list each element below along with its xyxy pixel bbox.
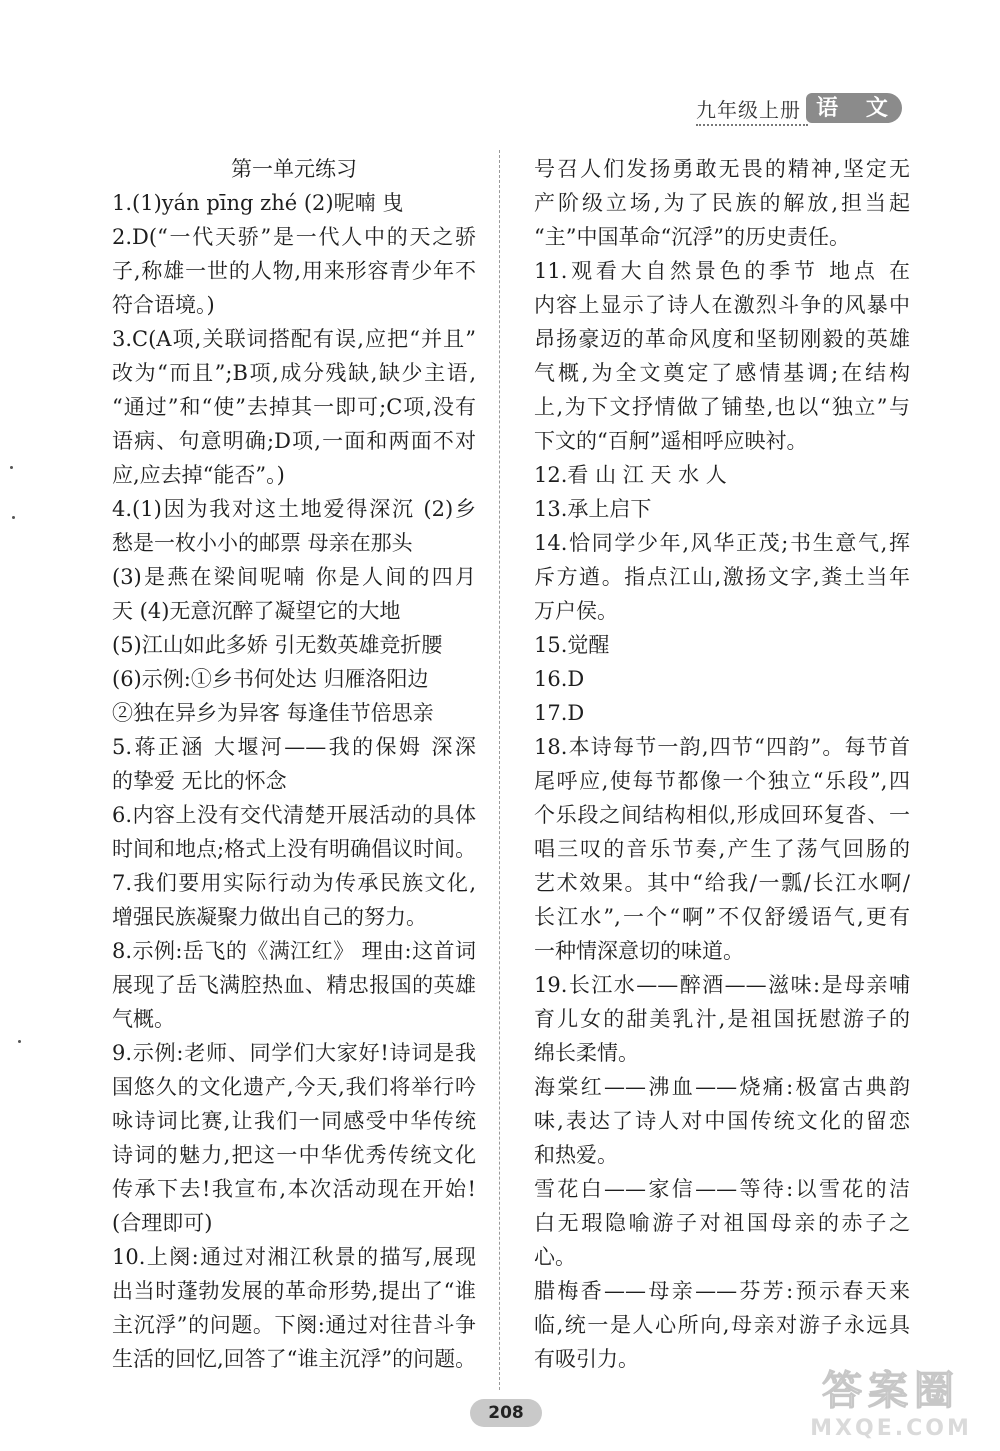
answer-line: 诗词的魅力,把这一中华优秀传统文化: [112, 1143, 476, 1167]
right-column: [534, 152, 910, 1376]
answer-line: 气概,为全文奠定了感情基调;在结构: [534, 361, 910, 385]
answer-line: 2.D(“一代天骄”是一代人中的天之骄: [112, 225, 476, 249]
answer-line: 语病、句意明确;D项,一面和两面不对: [112, 429, 476, 453]
answer-line: 符合语境。): [112, 293, 215, 317]
answer-line: (6)示例:①乡书何处达 归雁洛阳边: [112, 667, 429, 691]
answer-line: 个乐段之间结构相似,形成回环复沓、一: [534, 803, 910, 827]
answer-line: 5.蒋正涵 大堰河——我的保姆 深深: [112, 735, 476, 759]
scan-speck: [18, 1040, 21, 1043]
answer-line: 白无瑕隐喻游子对祖国母亲的赤子之: [534, 1211, 910, 1235]
answer-line: 12.看 山 江 天 水 人: [534, 463, 727, 487]
answer-line: (合理即可): [112, 1211, 213, 1235]
answer-line: “通过”和“使”去掉其一即可;C项,没有: [112, 395, 476, 419]
answer-line: 唱三叹的音乐节奏,产生了荡气回肠的: [534, 837, 910, 861]
answer-line: 1.(1)yán pīng zhé (2)呢喃 曳: [112, 191, 404, 215]
answer-line: 改为“而且”;B项,成分残缺,缺少主语,: [112, 361, 476, 385]
answer-line: 艺术效果。其中“给我/一瓢/长江水啊/: [534, 871, 910, 895]
answer-line: 长江水”,一个“啊”不仅舒缓语气,更有: [534, 905, 910, 929]
answer-line: 咏诗词比赛,让我们一同感受中华传统: [112, 1109, 476, 1133]
answer-line: 国悠久的文化遗产,今天,我们将举行吟: [112, 1075, 476, 1099]
answer-line: 应,应去掉“能否”。): [112, 463, 285, 487]
answer-line: 味,表达了诗人对中国传统文化的留恋: [534, 1109, 910, 1133]
answer-line: 时间和地点;格式上没有明确倡议时间。: [112, 837, 476, 861]
answer-line: 育儿女的甜美乳汁,是祖国抚慰游子的: [534, 1007, 910, 1031]
answer-line: 增强民族凝聚力做出自己的努力。: [112, 905, 427, 929]
header-rule: [696, 124, 808, 126]
answer-line: 天 (4)无意沉醉了凝望它的大地: [112, 599, 401, 623]
answer-line: 尾呼应,使每节都像一个独立“乐段”,四: [534, 769, 910, 793]
answer-line: 19.长江水——醉酒——滋味:是母亲哺: [534, 973, 910, 997]
answer-line: 号召人们发扬勇敢无畏的精神,坚定无: [534, 157, 910, 181]
answer-line: 绵长柔情。: [534, 1041, 639, 1065]
answer-line: 产阶级立场,为了民族的解放,担当起: [534, 191, 910, 215]
answer-line: 17.D: [534, 701, 585, 725]
answer-line: 内容上显示了诗人在激烈斗争的风暴中: [534, 293, 910, 317]
answer-line: 雪花白——家信——等待:以雪花的洁: [534, 1177, 910, 1201]
answer-line: 下文的“百舸”遥相呼应映衬。: [534, 429, 808, 453]
left-column: [112, 152, 476, 1376]
header-subject-tab: 语 文: [806, 93, 902, 123]
answer-line: 腊梅香——母亲——芬芳:预示春天来: [534, 1279, 910, 1303]
answer-line: 主沉浮”的问题。下阕:通过对往昔斗争: [112, 1313, 476, 1337]
answer-line: 7.我们要用实际行动为传承民族文化,: [112, 871, 476, 895]
answer-line: 15.觉醒: [534, 633, 610, 657]
answer-line: (5)江山如此多娇 引无数英雄竞折腰: [112, 633, 443, 657]
answer-line: 和热爱。: [534, 1143, 618, 1167]
answer-line: 传承下去!我宣布,本次活动现在开始!: [112, 1177, 476, 1201]
answer-line: 愁是一枚小小的邮票 母亲在那头: [112, 531, 413, 555]
watermark-logo: [786, 1368, 996, 1448]
answer-line: 展现了岳飞满腔热血、精忠报国的英雄: [112, 973, 476, 997]
answer-line: 14.恰同学少年,风华正茂;书生意气,挥: [534, 531, 910, 555]
answer-line: 3.C(A项,关联词搭配有误,应把“并且”: [112, 327, 476, 351]
answer-line: 11.观看大自然景色的季节 地点 在: [534, 259, 910, 283]
answer-line: 生活的回忆,回答了“谁主沉浮”的问题。: [112, 1347, 476, 1371]
answer-line: 气概。: [112, 1007, 175, 1031]
section-title: 第一单元练习: [231, 157, 357, 181]
watermark-url: MXQE.COM: [810, 1416, 972, 1441]
answer-line: 16.D: [534, 667, 585, 691]
answer-line: 心。: [534, 1245, 576, 1269]
header-grade: 九年级上册: [696, 98, 801, 122]
answer-line: 海棠红——沸血——烧痛:极富古典韵: [534, 1075, 910, 1099]
column-divider: [499, 150, 500, 1390]
answer-line: 一种情深意切的味道。: [534, 939, 744, 963]
answer-line: (3)是燕在梁间呢喃 你是人间的四月: [112, 565, 476, 589]
answer-line: 13.承上启下: [534, 497, 652, 521]
answer-line: 出当时蓬勃发展的革命形势,提出了“谁: [112, 1279, 476, 1303]
answer-line: 8.示例:岳飞的《满江红》 理由:这首词: [112, 939, 476, 963]
answer-line: “主”中国革命“沉浮”的历史责任。: [534, 225, 850, 249]
answer-line: 万户侯。: [534, 599, 618, 623]
answer-line: 有吸引力。: [534, 1347, 639, 1371]
answer-line: 斥方遒。指点江山,激扬文字,粪土当年: [534, 565, 910, 589]
answer-line: 昂扬豪迈的革命风度和坚韧刚毅的英雄: [534, 327, 910, 351]
page-number: 208: [470, 1399, 542, 1427]
answer-line: 6.内容上没有交代清楚开展活动的具体: [112, 803, 476, 827]
answer-line: 9.示例:老师、同学们大家好!诗词是我: [112, 1041, 476, 1065]
answer-line: 临,统一是人心所向,母亲对游子永远具: [534, 1313, 910, 1337]
watermark-title: 答案圈: [822, 1368, 960, 1414]
answer-line: 18.本诗每节一韵,四节“四韵”。每节首: [534, 735, 910, 759]
answer-line: 的挚爱 无比的怀念: [112, 769, 287, 793]
answer-line: ②独在异乡为异客 每逢佳节倍思亲: [112, 701, 434, 725]
answer-line: 10.上阕:通过对湘江秋景的描写,展现: [112, 1245, 476, 1269]
answer-line: 上,为下文抒情做了铺垫,也以“独立”与: [534, 395, 910, 419]
scan-speck: [12, 516, 15, 519]
answer-line: 4.(1)因为我对这土地爱得深沉 (2)乡: [112, 497, 476, 521]
scan-speck: [10, 466, 13, 469]
answer-line: 子,称雄一世的人物,用来形容青少年不: [112, 259, 476, 283]
